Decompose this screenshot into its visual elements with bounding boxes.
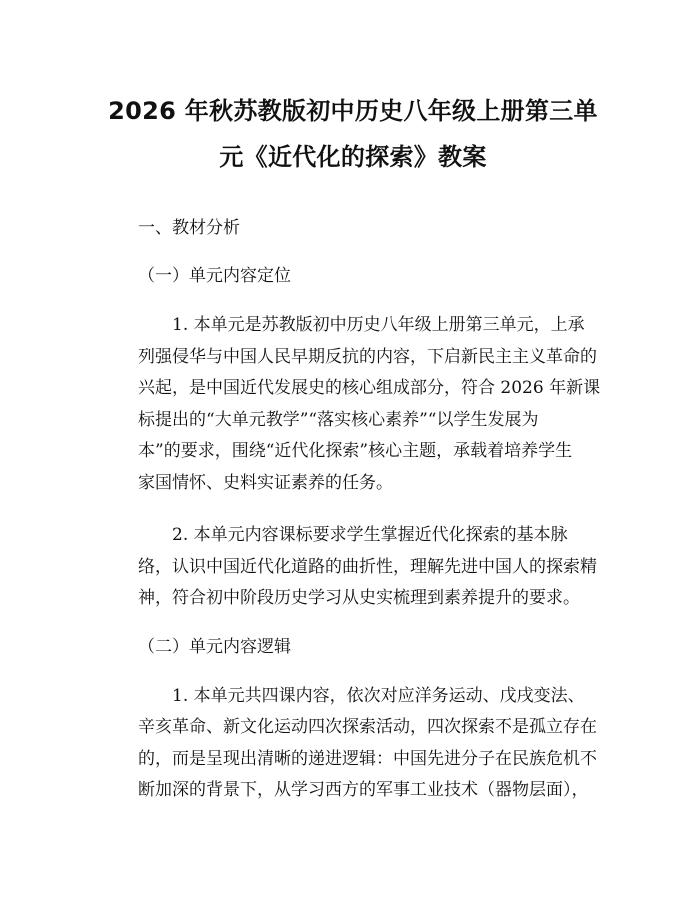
subsection-heading-unit-logic: （二）单元内容逻辑 xyxy=(138,636,291,657)
paragraph-unit-logic-1 xyxy=(104,681,602,807)
paragraph-line: 2. 本单元内容课标要求学生掌握近代化探索的基本脉 xyxy=(172,525,568,545)
paragraph-line: 家国情怀、史料实证素养的任务。 xyxy=(138,472,393,493)
paragraph-line: 辛亥革命、新文化运动四次探索活动，四次探索不是孤立存在 xyxy=(138,717,597,737)
paragraph-line: 断加深的背景下，从学习西方的军事工业技术（器物层面）， xyxy=(138,780,589,800)
title-line-2: 元《近代化的探索》教案 xyxy=(219,143,487,171)
paragraph-line: 1. 本单元是苏教版初中历史八年级上册第三单元，上承 xyxy=(172,315,585,335)
paragraph-line: 兴起，是中国近代发展史的核心组成部分，符合 2026 年新课 xyxy=(138,378,601,398)
paragraph-line: 1. 本单元共四课内容，依次对应洋务运动、戊戌变法、 xyxy=(172,685,585,706)
section-heading-teaching-material-analysis: 一、教材分析 xyxy=(138,218,240,238)
paragraph-line: 神，符合初中阶段历史学习从史实梳理到素养提升的要求。 xyxy=(138,588,580,608)
paragraph-unit-positioning-1 xyxy=(104,310,602,499)
paragraph-line: 本”的要求，围绕“近代化探索”核心主题，承载着培养学生 xyxy=(138,441,573,461)
title-line-1: 2026 年秋苏教版初中历史八年级上册第三单 xyxy=(108,97,598,125)
document-title xyxy=(104,88,602,180)
paragraph-unit-positioning-2 xyxy=(104,520,602,615)
subsection-heading-unit-positioning: （一）单元内容定位 xyxy=(138,266,291,286)
paragraph-line: 络，认识中国近代化道路的曲折性，理解先进中国人的探索精 xyxy=(138,556,597,577)
paragraph-line: 标提出的“大单元教学”“落实核心素养”“以学生发展为 xyxy=(138,409,539,430)
paragraph-line: 的，而是呈现出清晰的递进逻辑：中国先进分子在民族危机不 xyxy=(138,748,597,769)
paragraph-line: 列强侵华与中国人民早期反抗的内容，下启新民主主义革命的 xyxy=(138,346,597,367)
